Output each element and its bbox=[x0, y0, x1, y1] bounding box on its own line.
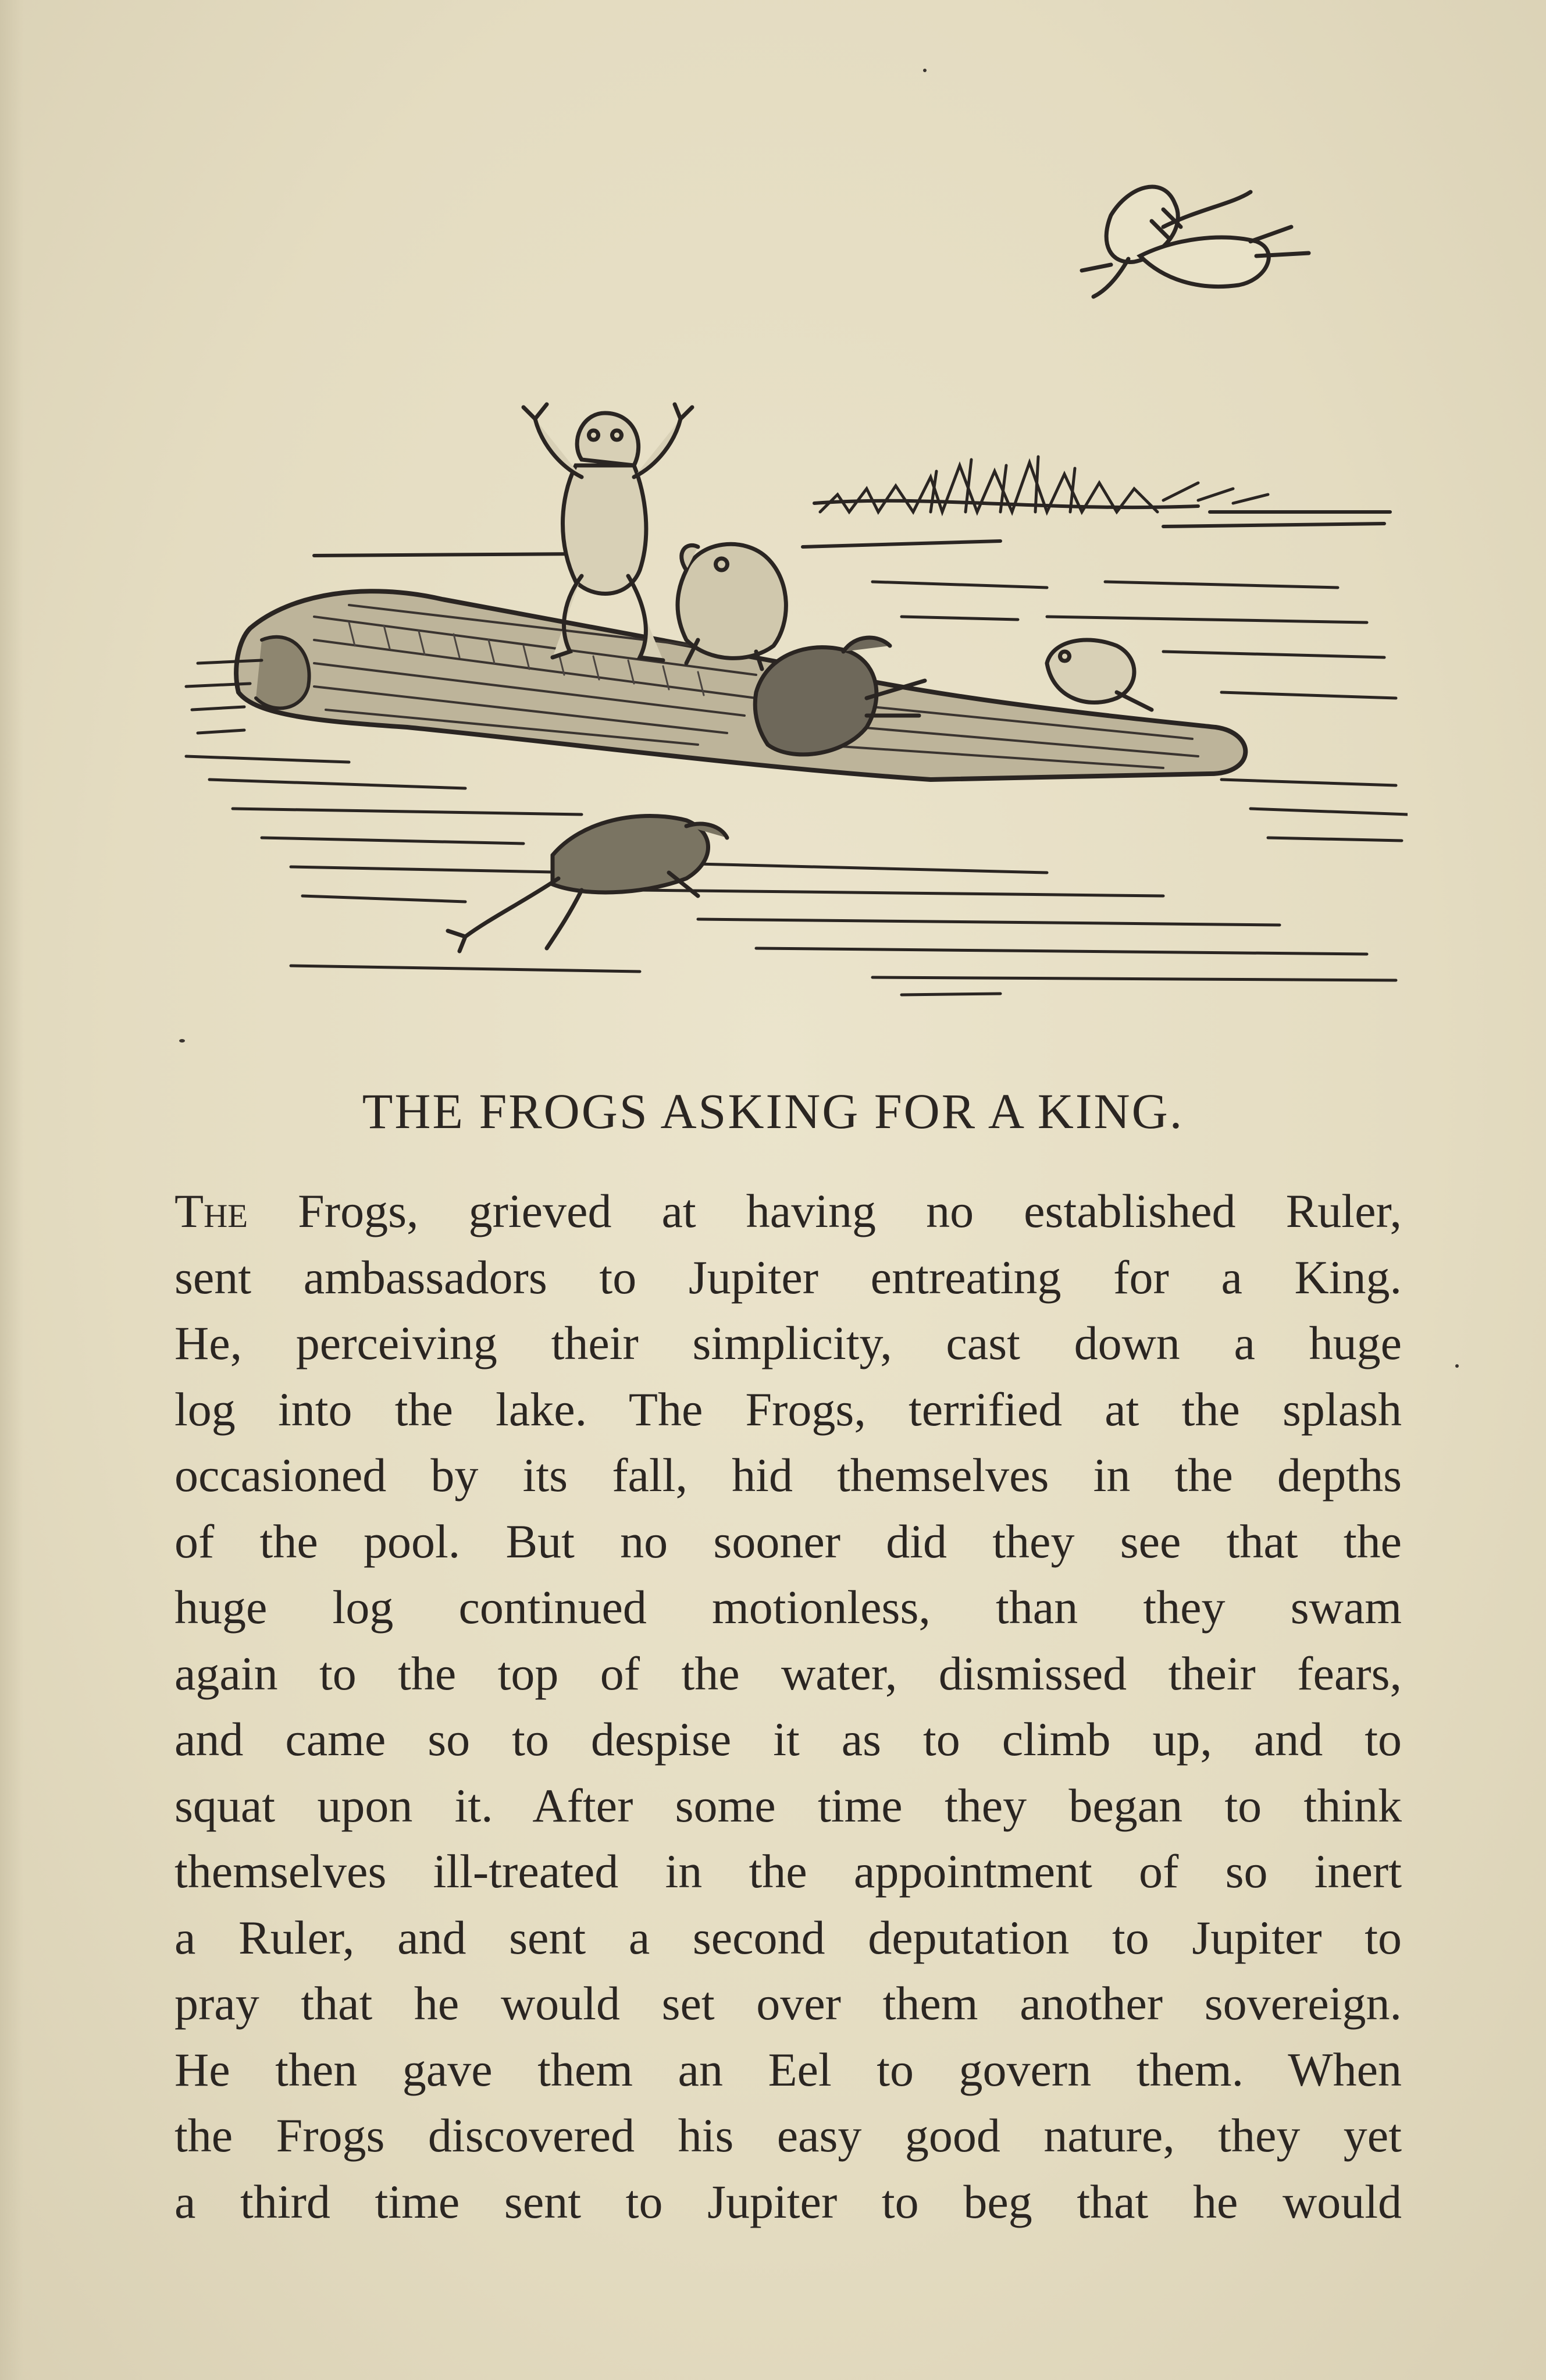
ink-speck bbox=[1455, 1364, 1459, 1368]
body-line-11: themselves ill-treated in the appointment of so inert bbox=[174, 1845, 1402, 1898]
frogs-on-log-engraving-icon bbox=[174, 140, 1408, 1047]
body-line-15: the Frogs discovered his easy good nature, they yet bbox=[174, 2109, 1402, 2162]
body-line-8: again to the top of the water, dismissed their fears, bbox=[174, 1646, 1402, 1700]
swimming-frog-icon bbox=[448, 816, 727, 952]
body-line-3: He, perceiving their simplicity, cast down a huge bbox=[174, 1317, 1402, 1369]
drop-word: The bbox=[174, 1184, 248, 1237]
body-line-16: a third time sent to Jupiter to beg that he would bbox=[174, 2175, 1402, 2228]
fable-body bbox=[174, 1178, 1402, 2235]
body-line-7: huge log continued motionless, than they swam bbox=[174, 1581, 1402, 1634]
body-line-4: log into the lake. The Frogs, terrified at the splash bbox=[174, 1382, 1402, 1436]
body-line-10: squat upon it. After some time they began to think bbox=[174, 1778, 1402, 1832]
body-line-6: of the pool. But no sooner did they see that the bbox=[174, 1514, 1402, 1568]
reeds-icon bbox=[820, 457, 1268, 512]
fable-title: THE FROGS ASKING FOR A KING. bbox=[362, 1083, 1184, 1139]
page-gutter-shadow bbox=[0, 0, 23, 2380]
floating-frog-icon bbox=[1047, 640, 1152, 710]
body-line-1: The Frogs, grieved at having no established Ruler, bbox=[174, 1184, 1402, 1237]
bird-icon bbox=[1082, 187, 1309, 297]
body-line-5: occasioned by its fall, hid themselves in the depths bbox=[174, 1449, 1402, 1502]
sitting-frog-icon bbox=[678, 544, 786, 669]
body-line-13: pray that he would set over them another sovereign. bbox=[174, 1977, 1402, 2030]
body-line-14: He then gave them an Eel to govern them. When bbox=[174, 2043, 1402, 2096]
body-line-2: sent ambassadors to Jupiter entreating for a King. bbox=[174, 1250, 1402, 1304]
ink-speck bbox=[923, 69, 927, 72]
body-line-9: and came so to despise it as to climb up, and to bbox=[174, 1713, 1402, 1766]
body-line-12: a Ruler, and sent a second deputation to Jupiter to bbox=[174, 1911, 1402, 1964]
